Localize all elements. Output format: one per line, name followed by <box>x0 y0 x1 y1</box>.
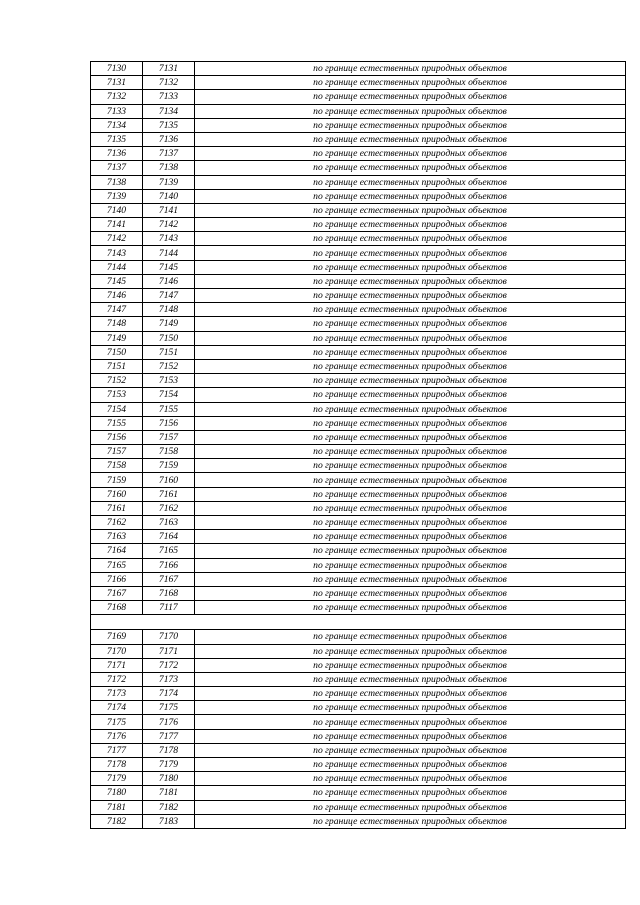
point-to-cell: 7138 <box>143 161 195 175</box>
point-from-cell: 7181 <box>91 800 143 814</box>
point-to-cell: 7156 <box>143 416 195 430</box>
point-to-cell: 7175 <box>143 701 195 715</box>
point-to-cell: 7178 <box>143 743 195 757</box>
point-from-cell: 7166 <box>91 572 143 586</box>
table-row <box>91 758 626 772</box>
boundary-description-cell: по границе естественных природных объектов <box>195 62 626 76</box>
point-from-cell: 7169 <box>91 630 143 644</box>
table-body <box>91 62 626 829</box>
point-from-cell: 7151 <box>91 359 143 373</box>
point-to-cell: 7179 <box>143 758 195 772</box>
boundary-description-cell: по границе естественных природных объектов <box>195 800 626 814</box>
boundary-description-cell: по границе естественных природных объектов <box>195 687 626 701</box>
table-row <box>91 786 626 800</box>
table-row <box>91 572 626 586</box>
table-row <box>91 274 626 288</box>
table-row <box>91 501 626 515</box>
point-from-cell: 7139 <box>91 189 143 203</box>
point-from-cell: 7179 <box>91 772 143 786</box>
boundary-description-cell: по границе естественных природных объектов <box>195 430 626 444</box>
point-from-cell: 7131 <box>91 76 143 90</box>
boundary-description-cell: по границе естественных природных объектов <box>195 246 626 260</box>
table-row <box>91 303 626 317</box>
point-from-cell: 7150 <box>91 345 143 359</box>
boundary-description-cell: по границе естественных природных объектов <box>195 203 626 217</box>
table-row <box>91 459 626 473</box>
point-from-cell: 7135 <box>91 132 143 146</box>
point-from-cell: 7138 <box>91 175 143 189</box>
boundary-description-cell: по границе естественных природных объектов <box>195 772 626 786</box>
table-row <box>91 800 626 814</box>
boundary-description-cell: по границе естественных природных объектов <box>195 90 626 104</box>
point-from-cell: 7146 <box>91 289 143 303</box>
point-to-cell: 7162 <box>143 501 195 515</box>
boundary-description-cell: по границе естественных природных объектов <box>195 459 626 473</box>
point-to-cell: 7168 <box>143 586 195 600</box>
boundary-description-cell: по границе естественных природных объектов <box>195 658 626 672</box>
table-row <box>91 658 626 672</box>
boundary-description-cell: по границе естественных природных объектов <box>195 544 626 558</box>
table-row <box>91 701 626 715</box>
table-row <box>91 729 626 743</box>
table-row <box>91 402 626 416</box>
table-row <box>91 544 626 558</box>
table-row <box>91 147 626 161</box>
boundary-description-cell: по границе естественных природных объектов <box>195 487 626 501</box>
point-to-cell: 7172 <box>143 658 195 672</box>
point-from-cell: 7134 <box>91 118 143 132</box>
point-to-cell: 7176 <box>143 715 195 729</box>
point-from-cell: 7161 <box>91 501 143 515</box>
point-from-cell: 7174 <box>91 701 143 715</box>
boundary-description-cell: по границе естественных природных объектов <box>195 317 626 331</box>
boundary-description-cell: по границе естественных природных объектов <box>195 758 626 772</box>
table-row <box>91 530 626 544</box>
boundary-description-cell: по границе естественных природных объектов <box>195 814 626 828</box>
point-from-cell: 7160 <box>91 487 143 501</box>
point-from-cell: 7178 <box>91 758 143 772</box>
point-to-cell: 7164 <box>143 530 195 544</box>
table-row <box>91 218 626 232</box>
boundary-description-cell: по границе естественных природных объектов <box>195 601 626 615</box>
boundary-description-cell: по границе естественных природных объектов <box>195 630 626 644</box>
point-from-cell: 7159 <box>91 473 143 487</box>
table-row <box>91 203 626 217</box>
table-row <box>91 814 626 828</box>
point-to-cell: 7149 <box>143 317 195 331</box>
table-row <box>91 630 626 644</box>
point-to-cell: 7143 <box>143 232 195 246</box>
point-from-cell: 7148 <box>91 317 143 331</box>
boundary-description-cell: по границе естественных природных объектов <box>195 118 626 132</box>
table-row <box>91 345 626 359</box>
point-from-cell: 7132 <box>91 90 143 104</box>
table-row <box>91 260 626 274</box>
table-row <box>91 687 626 701</box>
point-to-cell: 7147 <box>143 289 195 303</box>
table-row <box>91 317 626 331</box>
point-from-cell: 7176 <box>91 729 143 743</box>
separator-cell <box>91 615 626 630</box>
boundary-description-cell: по границе естественных природных объектов <box>195 786 626 800</box>
boundary-description-cell: по границе естественных природных объектов <box>195 218 626 232</box>
point-to-cell: 7132 <box>143 76 195 90</box>
point-to-cell: 7182 <box>143 800 195 814</box>
table-row <box>91 90 626 104</box>
table-row <box>91 644 626 658</box>
table-row <box>91 175 626 189</box>
boundary-description-cell: по границе естественных природных объектов <box>195 189 626 203</box>
boundary-description-cell: по границе естественных природных объектов <box>195 572 626 586</box>
point-to-cell: 7161 <box>143 487 195 501</box>
boundary-description-cell: по границе естественных природных объектов <box>195 104 626 118</box>
table-row <box>91 161 626 175</box>
point-to-cell: 7133 <box>143 90 195 104</box>
point-from-cell: 7141 <box>91 218 143 232</box>
boundary-description-cell: по границе естественных природных объектов <box>195 161 626 175</box>
point-to-cell: 7145 <box>143 260 195 274</box>
table-row <box>91 601 626 615</box>
point-to-cell: 7177 <box>143 729 195 743</box>
table-row <box>91 445 626 459</box>
point-from-cell: 7142 <box>91 232 143 246</box>
point-from-cell: 7144 <box>91 260 143 274</box>
point-from-cell: 7177 <box>91 743 143 757</box>
point-to-cell: 7173 <box>143 672 195 686</box>
point-from-cell: 7130 <box>91 62 143 76</box>
point-to-cell: 7152 <box>143 359 195 373</box>
table-row <box>91 388 626 402</box>
table-row <box>91 62 626 76</box>
boundary-description-cell: по границе естественных природных объектов <box>195 76 626 90</box>
point-from-cell: 7171 <box>91 658 143 672</box>
table-row <box>91 416 626 430</box>
point-from-cell: 7140 <box>91 203 143 217</box>
point-to-cell: 7140 <box>143 189 195 203</box>
table-row <box>91 359 626 373</box>
boundary-description-cell: по границе естественных природных объектов <box>195 473 626 487</box>
point-to-cell: 7157 <box>143 430 195 444</box>
table-row <box>91 516 626 530</box>
point-from-cell: 7152 <box>91 374 143 388</box>
point-from-cell: 7182 <box>91 814 143 828</box>
point-from-cell: 7156 <box>91 430 143 444</box>
point-from-cell: 7155 <box>91 416 143 430</box>
point-from-cell: 7158 <box>91 459 143 473</box>
boundary-description-cell: по границе естественных природных объектов <box>195 359 626 373</box>
point-from-cell: 7162 <box>91 516 143 530</box>
table-row <box>91 743 626 757</box>
boundary-description-cell: по границе естественных природных объектов <box>195 402 626 416</box>
boundary-description-cell: по границе естественных природных объектов <box>195 445 626 459</box>
point-to-cell: 7117 <box>143 601 195 615</box>
point-to-cell: 7141 <box>143 203 195 217</box>
table-row <box>91 104 626 118</box>
point-from-cell: 7167 <box>91 586 143 600</box>
point-from-cell: 7163 <box>91 530 143 544</box>
point-to-cell: 7155 <box>143 402 195 416</box>
table-row <box>91 473 626 487</box>
boundary-description-cell: по границе естественных природных объектов <box>195 530 626 544</box>
boundary-description-cell: по границе естественных природных объектов <box>195 260 626 274</box>
point-to-cell: 7154 <box>143 388 195 402</box>
point-to-cell: 7159 <box>143 459 195 473</box>
point-to-cell: 7134 <box>143 104 195 118</box>
boundary-description-cell: по границе естественных природных объектов <box>195 558 626 572</box>
boundary-description-cell: по границе естественных природных объектов <box>195 416 626 430</box>
point-from-cell: 7136 <box>91 147 143 161</box>
table-row <box>91 246 626 260</box>
point-to-cell: 7165 <box>143 544 195 558</box>
point-to-cell: 7131 <box>143 62 195 76</box>
boundary-description-cell: по границе естественных природных объектов <box>195 289 626 303</box>
point-from-cell: 7145 <box>91 274 143 288</box>
point-to-cell: 7163 <box>143 516 195 530</box>
point-from-cell: 7157 <box>91 445 143 459</box>
boundary-description-cell: по границе естественных природных объектов <box>195 345 626 359</box>
table-row <box>91 232 626 246</box>
point-to-cell: 7135 <box>143 118 195 132</box>
point-to-cell: 7136 <box>143 132 195 146</box>
point-to-cell: 7180 <box>143 772 195 786</box>
boundary-description-cell: по границе естественных природных объектов <box>195 388 626 402</box>
point-to-cell: 7167 <box>143 572 195 586</box>
point-to-cell: 7183 <box>143 814 195 828</box>
point-from-cell: 7173 <box>91 687 143 701</box>
point-to-cell: 7181 <box>143 786 195 800</box>
point-to-cell: 7158 <box>143 445 195 459</box>
point-to-cell: 7151 <box>143 345 195 359</box>
boundary-description-cell: по границе естественных природных объектов <box>195 132 626 146</box>
boundary-description-cell: по границе естественных природных объектов <box>195 516 626 530</box>
boundary-description-cell: по границе естественных природных объектов <box>195 374 626 388</box>
point-from-cell: 7172 <box>91 672 143 686</box>
boundary-description-cell: по границе естественных природных объектов <box>195 232 626 246</box>
boundary-description-cell: по границе естественных природных объектов <box>195 175 626 189</box>
table-row <box>91 672 626 686</box>
table-row <box>91 331 626 345</box>
point-from-cell: 7133 <box>91 104 143 118</box>
boundary-points-table <box>90 61 626 829</box>
table-row <box>91 715 626 729</box>
point-to-cell: 7171 <box>143 644 195 658</box>
table-row <box>91 586 626 600</box>
point-from-cell: 7180 <box>91 786 143 800</box>
point-to-cell: 7153 <box>143 374 195 388</box>
point-from-cell: 7147 <box>91 303 143 317</box>
boundary-description-cell: по границе естественных природных объектов <box>195 501 626 515</box>
table-row <box>91 558 626 572</box>
table-row <box>91 189 626 203</box>
table-row <box>91 76 626 90</box>
point-from-cell: 7154 <box>91 402 143 416</box>
section-separator-row <box>91 615 626 630</box>
table-row <box>91 289 626 303</box>
table-row <box>91 132 626 146</box>
boundary-description-cell: по границе естественных природных объектов <box>195 729 626 743</box>
point-from-cell: 7175 <box>91 715 143 729</box>
boundary-description-cell: по границе естественных природных объектов <box>195 303 626 317</box>
table-row <box>91 487 626 501</box>
table-row <box>91 430 626 444</box>
point-to-cell: 7150 <box>143 331 195 345</box>
point-to-cell: 7139 <box>143 175 195 189</box>
point-to-cell: 7142 <box>143 218 195 232</box>
point-to-cell: 7146 <box>143 274 195 288</box>
boundary-description-cell: по границе естественных природных объектов <box>195 586 626 600</box>
point-to-cell: 7174 <box>143 687 195 701</box>
point-from-cell: 7137 <box>91 161 143 175</box>
table-row <box>91 772 626 786</box>
table-row <box>91 374 626 388</box>
point-to-cell: 7144 <box>143 246 195 260</box>
point-to-cell: 7166 <box>143 558 195 572</box>
point-from-cell: 7164 <box>91 544 143 558</box>
point-from-cell: 7149 <box>91 331 143 345</box>
boundary-description-cell: по границе естественных природных объектов <box>195 147 626 161</box>
point-to-cell: 7148 <box>143 303 195 317</box>
point-from-cell: 7143 <box>91 246 143 260</box>
point-to-cell: 7160 <box>143 473 195 487</box>
point-from-cell: 7168 <box>91 601 143 615</box>
point-from-cell: 7165 <box>91 558 143 572</box>
boundary-description-cell: по границе естественных природных объектов <box>195 331 626 345</box>
point-to-cell: 7137 <box>143 147 195 161</box>
boundary-description-cell: по границе естественных природных объектов <box>195 644 626 658</box>
point-from-cell: 7153 <box>91 388 143 402</box>
boundary-description-cell: по границе естественных природных объектов <box>195 701 626 715</box>
boundary-description-cell: по границе естественных природных объектов <box>195 672 626 686</box>
point-to-cell: 7170 <box>143 630 195 644</box>
boundary-description-cell: по границе естественных природных объектов <box>195 715 626 729</box>
point-from-cell: 7170 <box>91 644 143 658</box>
boundary-description-cell: по границе естественных природных объектов <box>195 274 626 288</box>
table-row <box>91 118 626 132</box>
boundary-description-cell: по границе естественных природных объектов <box>195 743 626 757</box>
